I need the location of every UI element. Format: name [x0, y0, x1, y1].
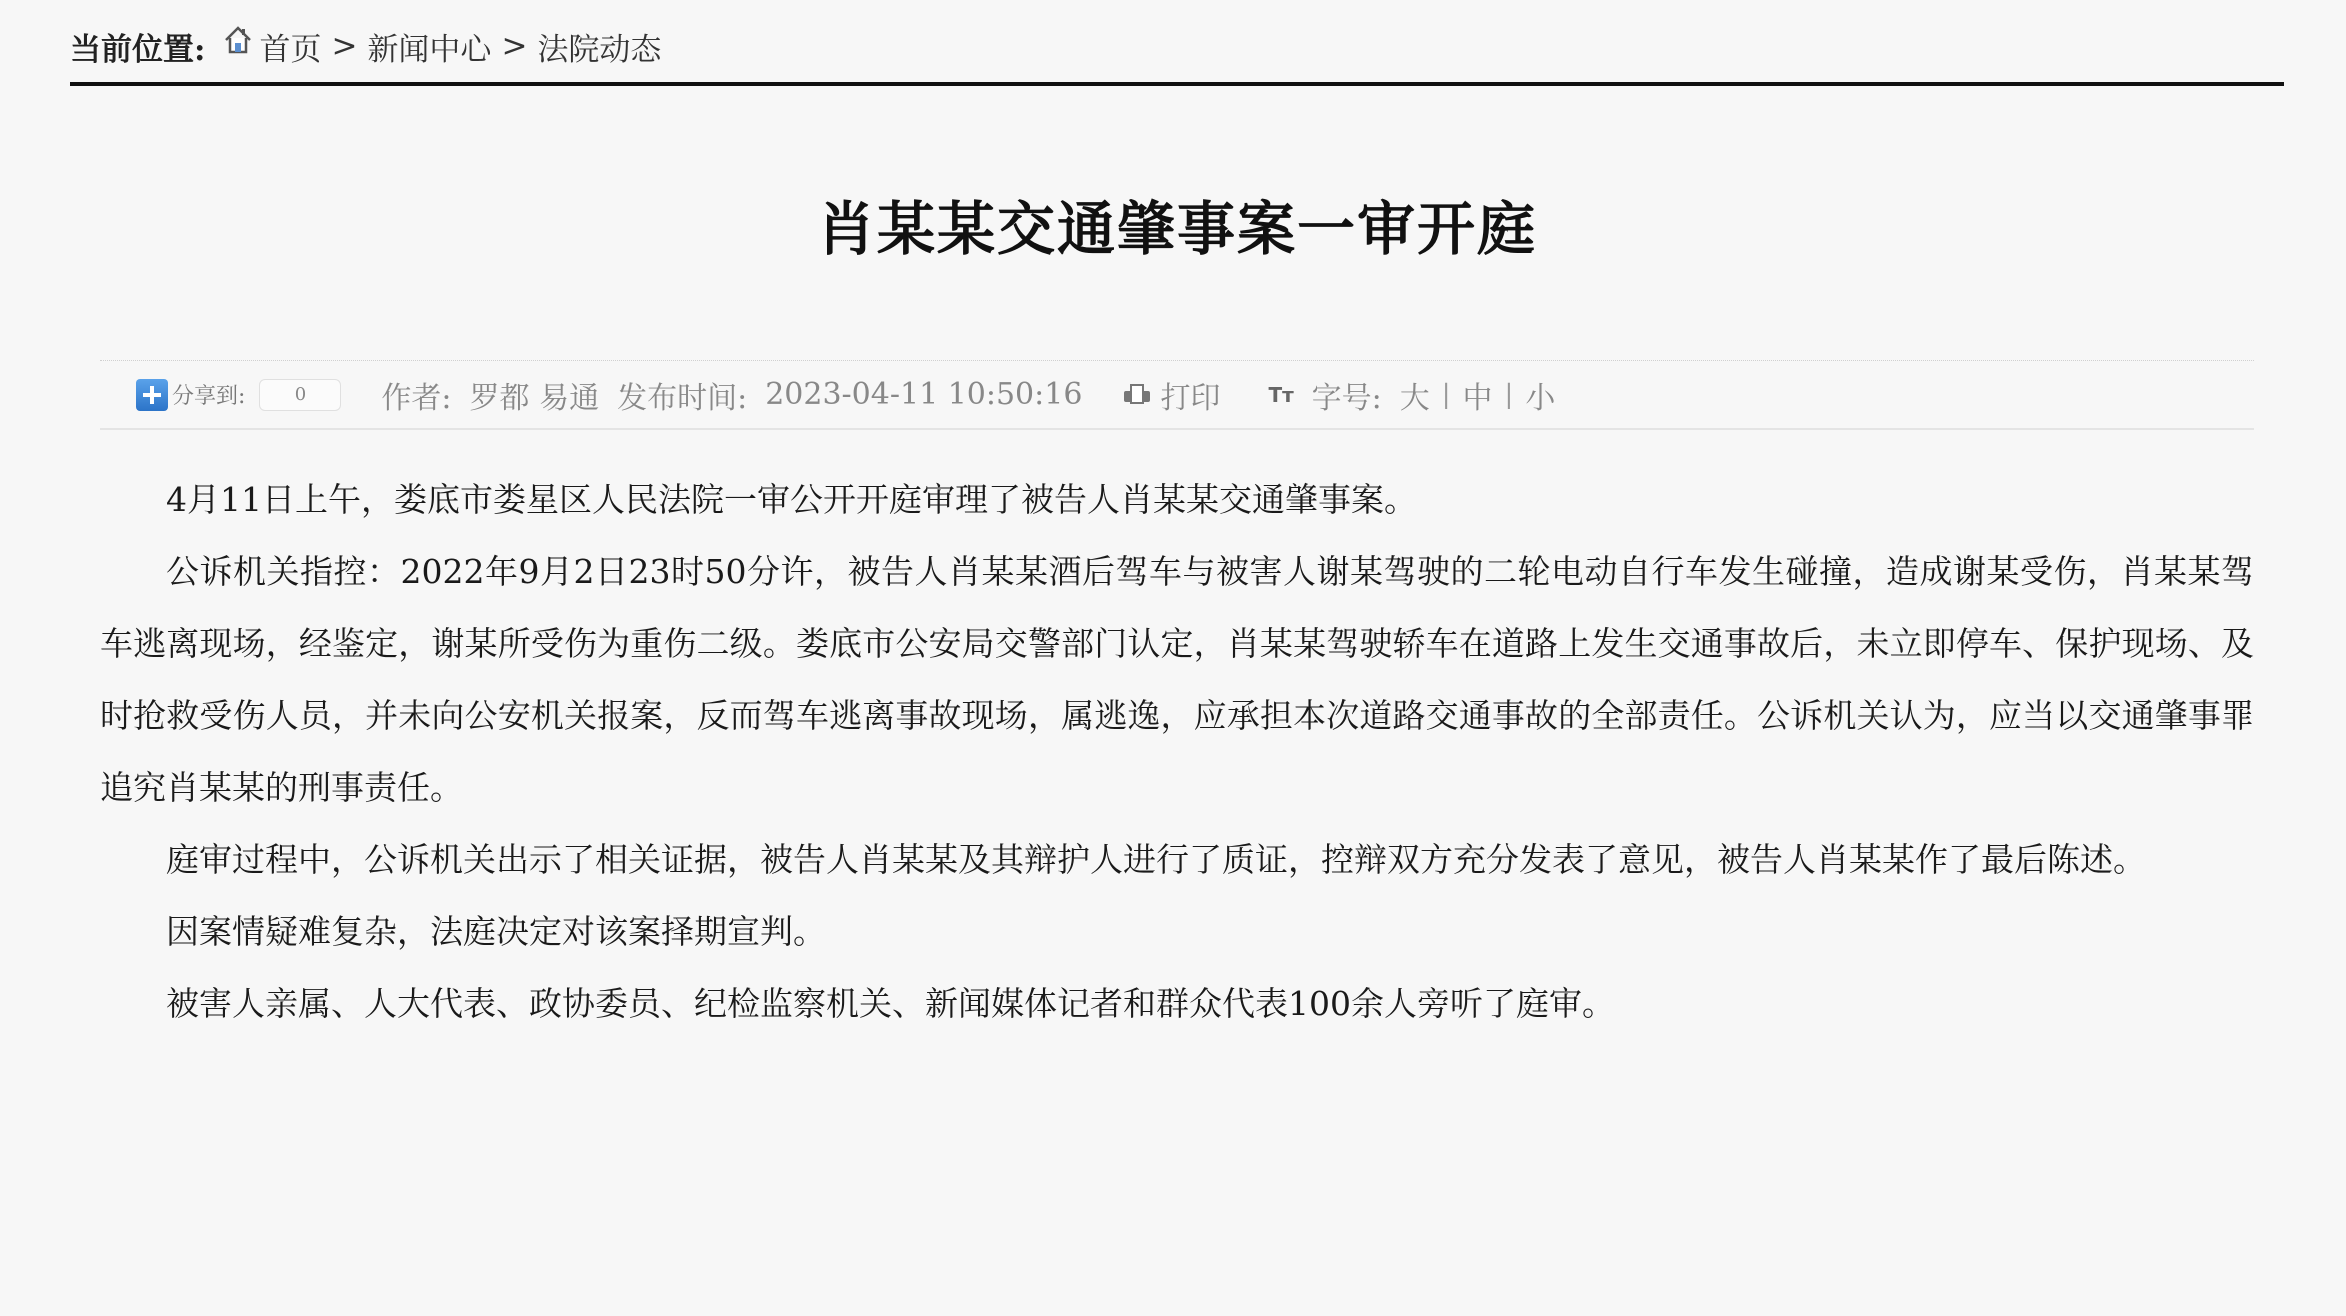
font-size-large[interactable]: 大	[1399, 380, 1430, 416]
breadcrumb-court-news[interactable]: 法院动态	[537, 31, 662, 68]
breadcrumb-home[interactable]: 首页	[259, 31, 322, 68]
article-paragraph: 4月11日上午，娄底市娄星区人民法院一审公开开庭审理了被告人肖某某交通肇事案。	[166, 480, 1417, 519]
share-label: 分享到:	[172, 384, 246, 409]
home-icon[interactable]	[223, 25, 253, 55]
print-button[interactable]	[1124, 373, 1220, 417]
page	[70, 0, 2284, 1040]
author-name: 罗都 易通	[469, 380, 600, 416]
breadcrumb-label: 当前位置:	[70, 31, 206, 68]
font-size-small[interactable]: 小	[1525, 380, 1556, 416]
share-button[interactable]	[136, 379, 245, 411]
font-size-label: 字号:	[1311, 380, 1382, 416]
article-paragraph: 公诉机关指控：2022年9月2日23时50分许，被告人肖某某酒后驾车与被害人谢某驾驶的二轮电动自行车发生碰撞，造成谢某受伤，肖某某驾车逃离现场，经鉴定，谢某所受伤为重伤二级。娄底市公安局交警部门认定，肖某某驾驶轿车在道路上发生交通事故后，未立即停车、保护现场、及时抢救受伤人员，并未向公安机关报案，反而驾车逃离事故现场，属逃逸，应承担本次道路交通事故的全部责任。公诉机关认为，应当以交通肇事罪追究肖某某的刑事责任。	[100, 552, 2254, 807]
article-paragraph: 因案情疑难复杂，法庭决定对该案择期宣判。	[166, 912, 826, 951]
share-count: 0	[259, 379, 341, 411]
publish-time: 2023-04-11 10:50:16	[765, 377, 1083, 412]
plus-icon	[136, 379, 168, 411]
article-body	[100, 464, 2254, 1040]
breadcrumb-news-center[interactable]: 新闻中心	[367, 31, 492, 68]
article-title: 肖某某交通肇事案一审开庭	[816, 195, 1537, 263]
article-paragraph: 被害人亲属、人大代表、政协委员、纪检监察机关、新闻媒体记者和群众代表100余人旁听了庭审。	[166, 984, 1615, 1023]
font-size-medium[interactable]: 中	[1462, 380, 1493, 416]
text-size-icon: Tт	[1268, 382, 1294, 407]
font-size-divider: |	[1441, 379, 1451, 410]
printer-icon	[1124, 383, 1150, 407]
breadcrumb-separator: >	[501, 28, 528, 64]
breadcrumb	[70, 0, 2284, 86]
font-size-divider: |	[1504, 379, 1514, 410]
font-size-control	[1268, 373, 1555, 417]
author-label: 作者:	[381, 380, 452, 416]
breadcrumb-separator: >	[331, 28, 358, 64]
print-label: 打印	[1160, 380, 1221, 416]
article-meta-bar	[100, 360, 2254, 430]
article-paragraph: 庭审过程中，公诉机关出示了相关证据，被告人肖某某及其辩护人进行了质证，控辩双方充分发表了意见，被告人肖某某作了最后陈述。	[166, 840, 2146, 879]
publish-time-label: 发布时间:	[617, 380, 748, 416]
